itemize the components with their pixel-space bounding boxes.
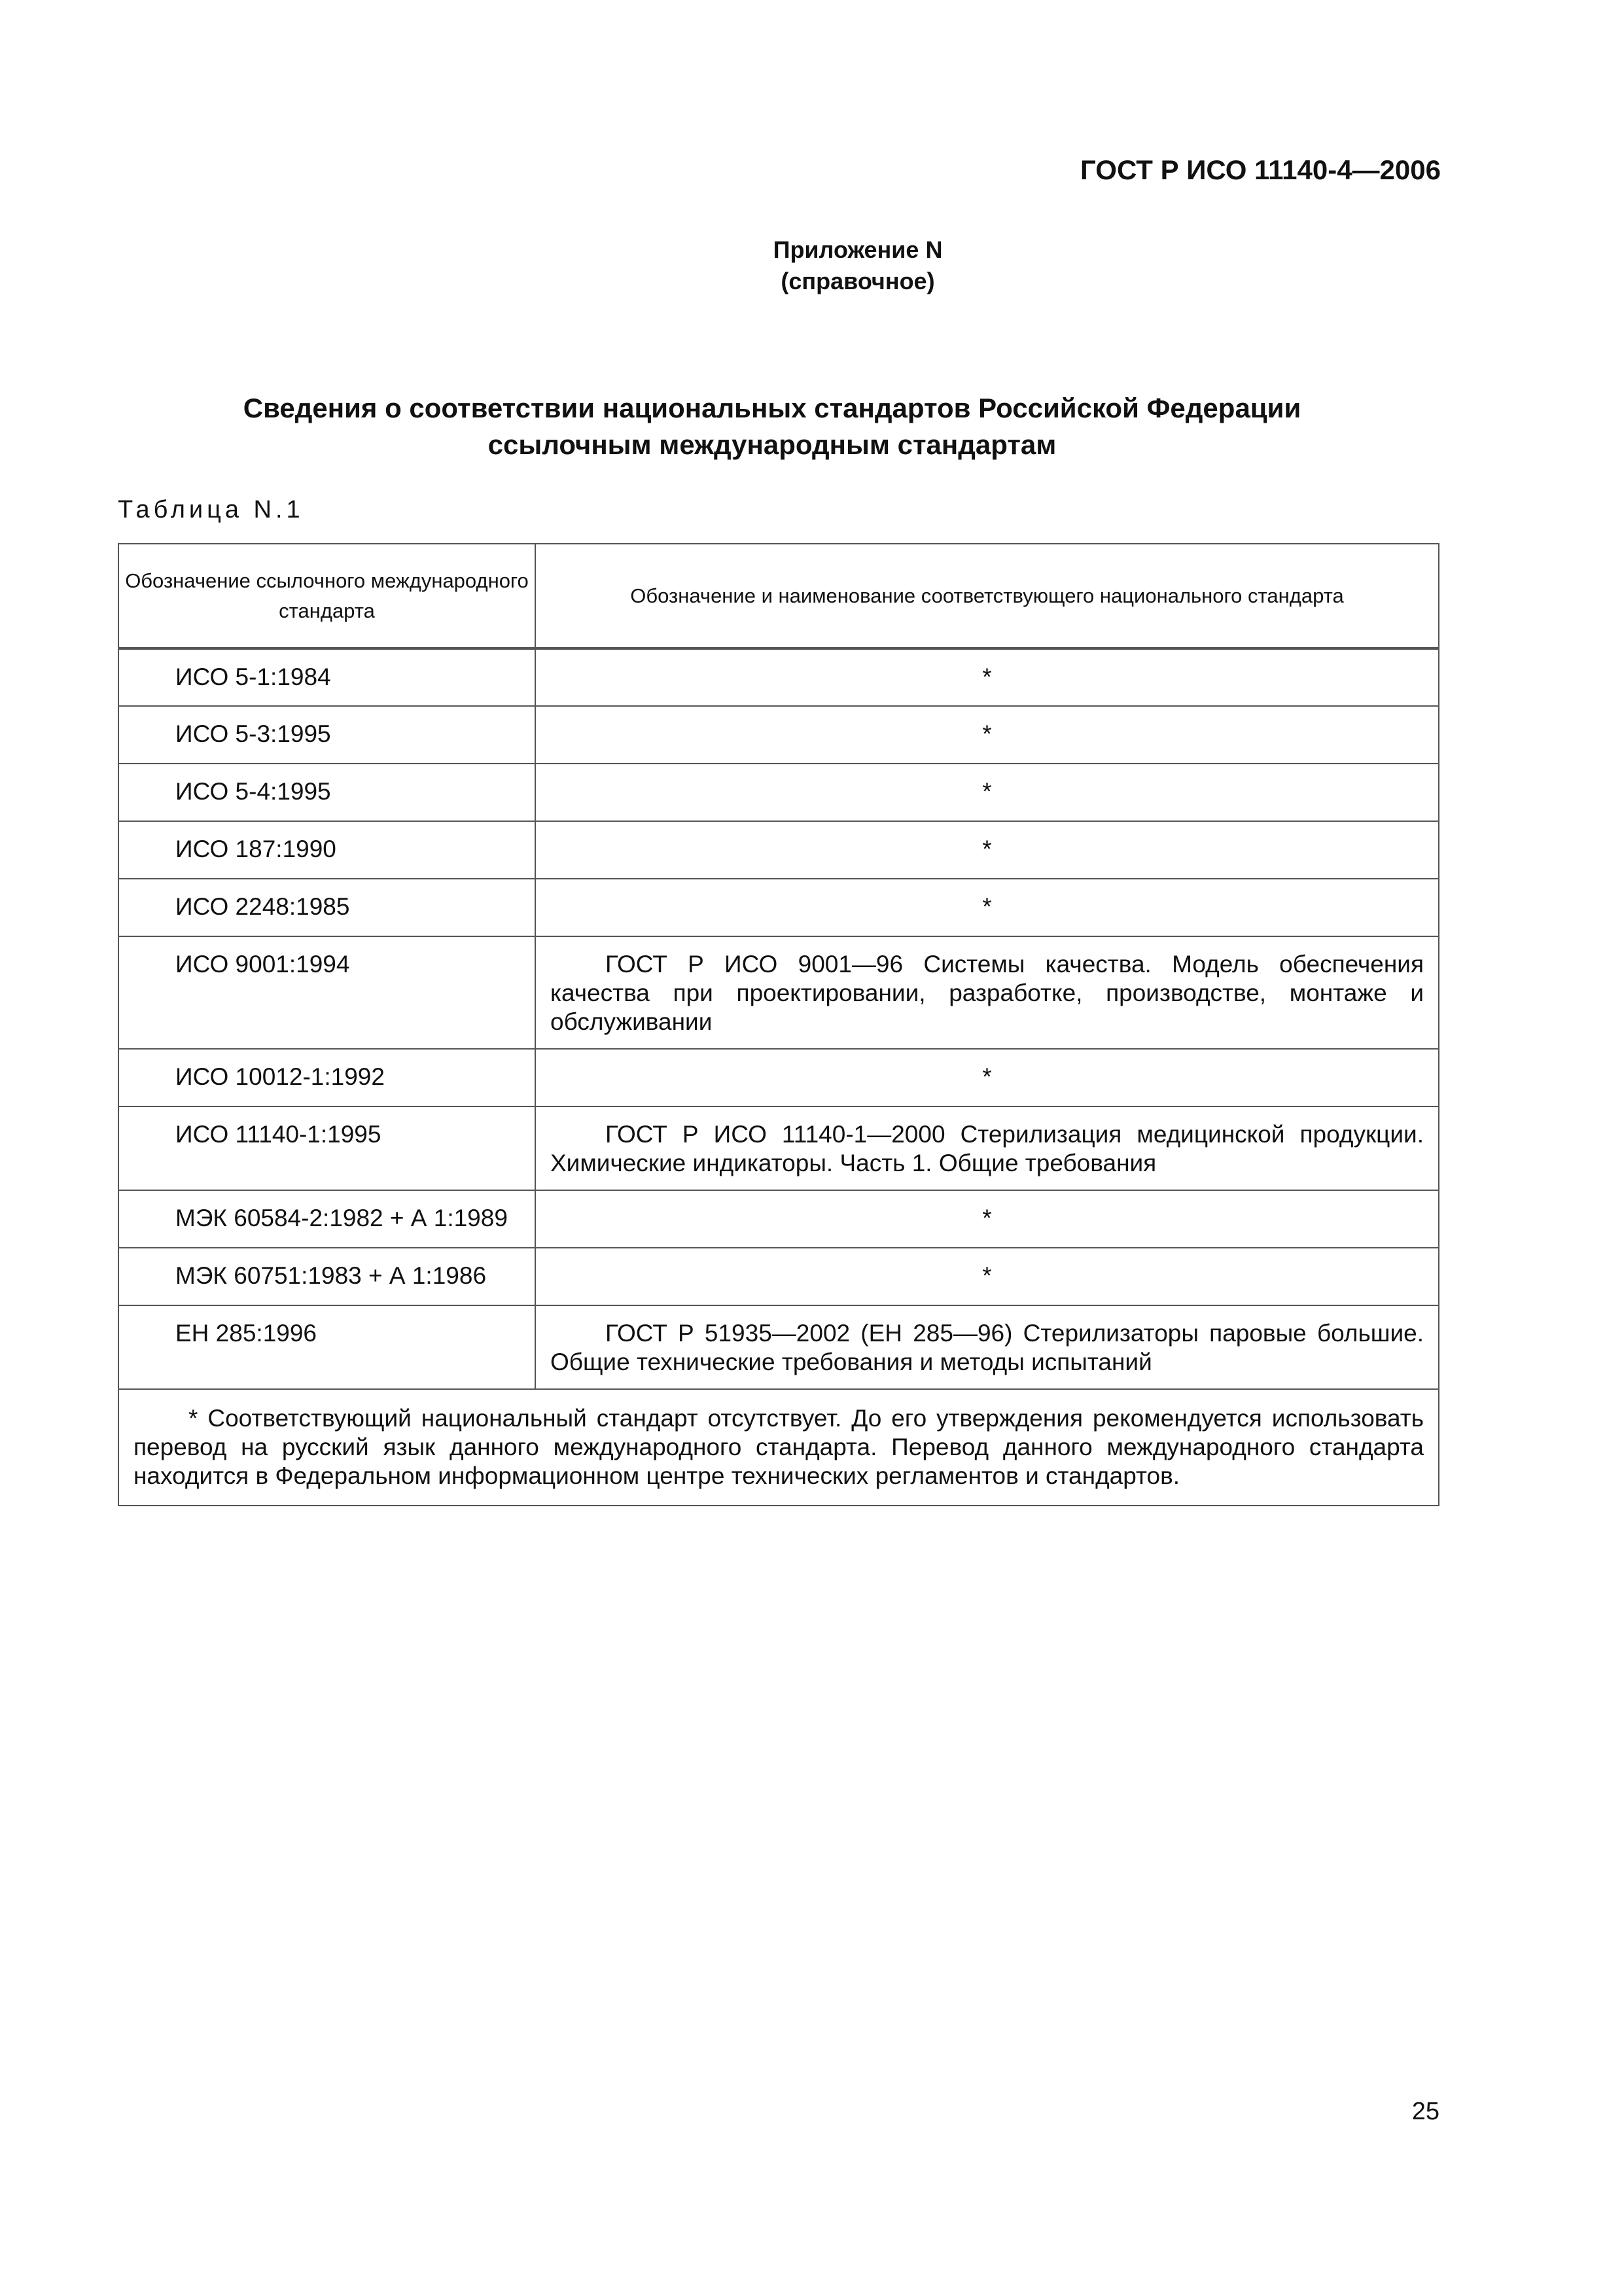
national-cell: *	[535, 706, 1439, 764]
iso-cell: ИСО 2248:1985	[118, 879, 535, 936]
national-cell: *	[535, 1248, 1439, 1305]
iso-cell: ИСО 11140-1:1995	[118, 1106, 535, 1190]
section-heading	[118, 390, 1426, 463]
page-number: 25	[1411, 2098, 1439, 2125]
iso-cell: МЭК 60584-2:1982 + А 1:1989	[118, 1190, 535, 1248]
table-row	[118, 706, 1439, 764]
iso-cell: ЕН 285:1996	[118, 1305, 535, 1389]
table-row	[118, 936, 1439, 1049]
iso-cell: ИСО 10012-1:1992	[118, 1049, 535, 1106]
table-footnote-row	[118, 1389, 1439, 1506]
iso-cell: ИСО 5-4:1995	[118, 764, 535, 821]
table-row	[118, 1305, 1439, 1389]
national-cell: ГОСТ Р ИСО 11140-1—2000 Стерилизация медицинской продукции. Химические индикаторы. Часть 1. Общие требования	[535, 1106, 1439, 1190]
iso-cell: ИСО 9001:1994	[118, 936, 535, 1049]
national-cell: *	[535, 1049, 1439, 1106]
table-caption: Таблица N.1	[118, 496, 304, 523]
iso-cell: ИСО 187:1990	[118, 821, 535, 879]
appendix-subtitle: (справочное)	[781, 268, 935, 294]
section-heading-line-1: Сведения о соответствии национальных стандартов Российской Федерации	[243, 393, 1301, 423]
standards-table	[118, 543, 1439, 1506]
table-row	[118, 821, 1439, 879]
national-cell: *	[535, 879, 1439, 936]
table-header-row	[118, 544, 1439, 648]
column-header-national: Обозначение и наименование соответствующего национального стандарта	[535, 544, 1439, 648]
national-cell: *	[535, 1190, 1439, 1248]
appendix-title: Приложение N	[773, 236, 943, 263]
national-cell: *	[535, 821, 1439, 879]
table-row	[118, 1248, 1439, 1305]
table-row	[118, 879, 1439, 936]
national-cell: ГОСТ Р 51935—2002 (ЕН 285—96) Стерилизаторы паровые большие. Общие технические требования и методы испытаний	[535, 1305, 1439, 1389]
table-footnote: * Соответствующий национальный стандарт отсутствует. До его утверждения рекомендуется использовать перевод на русский язык данного международного стандарта. Перевод данного международного стандарта находится в Федеральном информационном центре технических регламентов и стандартов.	[118, 1389, 1439, 1506]
national-cell: ГОСТ Р ИСО 9001—96 Системы качества. Модель обеспечения качества при проектировании, разработке, производстве, монтаже и обслуживании	[535, 936, 1439, 1049]
iso-cell: ИСО 5-3:1995	[118, 706, 535, 764]
table-row	[118, 648, 1439, 706]
appendix-title-block	[0, 234, 1624, 297]
iso-cell: ИСО 5-1:1984	[118, 648, 535, 706]
document-code: ГОСТ Р ИСО 11140-4—2006	[1080, 154, 1441, 185]
national-cell: *	[535, 648, 1439, 706]
table-row	[118, 1106, 1439, 1190]
table-row	[118, 1049, 1439, 1106]
iso-cell: МЭК 60751:1983 + А 1:1986	[118, 1248, 535, 1305]
table-row	[118, 1190, 1439, 1248]
column-header-iso: Обозначение ссылочного международного стандарта	[118, 544, 535, 648]
section-heading-line-2: ссылочным международным стандартам	[487, 429, 1057, 460]
national-cell: *	[535, 764, 1439, 821]
table-row	[118, 764, 1439, 821]
